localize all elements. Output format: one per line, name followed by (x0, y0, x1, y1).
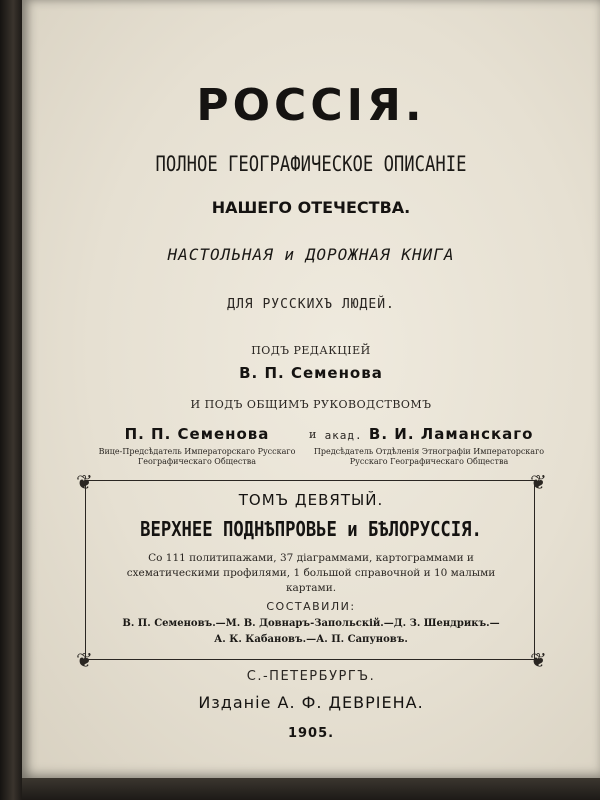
corner-ornament-icon: ❦ (76, 648, 93, 672)
general-direction-label: И ПОДЪ ОБЩИМЪ РУКОВОДСТВОМЪ (190, 398, 432, 411)
page-bottom-shadow (22, 778, 600, 800)
editor-name: В. П. Семенова (239, 364, 383, 382)
conjunction-and: и (309, 428, 317, 441)
book-cover-edge (0, 0, 22, 800)
volume-description: Со 111 политипажами, 37 діаграммами, картограммами и схематическими профилями, 1 большой справочной и 10 малыми картами. (126, 552, 496, 594)
book-tagline: НАСТОЛЬНАЯ и ДОРОЖНАЯ КНИГА (167, 245, 455, 264)
publication-year: 1905. (287, 726, 335, 741)
corner-ornament-icon: ❦ (530, 470, 547, 494)
book-tagline-line2: ДЛЯ РУССКИХЪ ЛЮДЕЙ. (227, 297, 395, 312)
publication-city: С.-ПЕТЕРБУРГЪ. (246, 669, 376, 684)
compilers-line-2: А. К. Кабановъ.—А. П. Сапуновъ. (214, 634, 408, 645)
academic-prefix: акад. (324, 429, 363, 442)
compilers-line-1: В. П. Семеновъ.—М. В. Довнаръ-Запольскій.—Д. З. Шендрикъ.— (122, 618, 500, 629)
corner-ornament-icon: ❦ (530, 648, 547, 672)
editor-label: ПОДЪ РЕДАКЦІЕЙ (251, 344, 371, 357)
book-subtitle-line2: НАШЕГО ОТЕЧЕСТВА. (211, 198, 411, 217)
general-editor-left-desc: Вице-Предсѣдатель Императорскаго Русскаго Географическаго Общества (98, 447, 296, 466)
title-page (22, 0, 600, 778)
general-editor-right (304, 425, 554, 467)
compilers-list (102, 616, 520, 648)
volume-label: ТОМЪ ДЕВЯТЫЙ. (238, 491, 384, 509)
compiled-by-label: СОСТАВИЛИ: (266, 600, 356, 613)
publisher: Изданіе А. Ф. ДЕВРІЕНА. (198, 693, 424, 712)
general-editor-right-name: В. И. Ламанскаго (368, 425, 534, 443)
corner-ornament-icon: ❦ (76, 470, 93, 494)
general-editor-left-name: П. П. Семенова (124, 425, 270, 443)
general-editor-right-desc: Предсѣдатель Отдѣленія Этнографіи Императорскаго Русскаго Географическаго Общества (313, 447, 545, 466)
general-editor-left (62, 425, 332, 467)
volume-title: ВЕРХНЕЕ ПОДНѢПРОВЬЕ и БѢЛОРУССІЯ. (140, 517, 482, 541)
book-title: РОССІЯ. (196, 80, 426, 131)
book-subtitle: ПОЛНОЕ ГЕОГРАФИЧЕСКОЕ ОПИСАНІЕ (155, 152, 467, 176)
